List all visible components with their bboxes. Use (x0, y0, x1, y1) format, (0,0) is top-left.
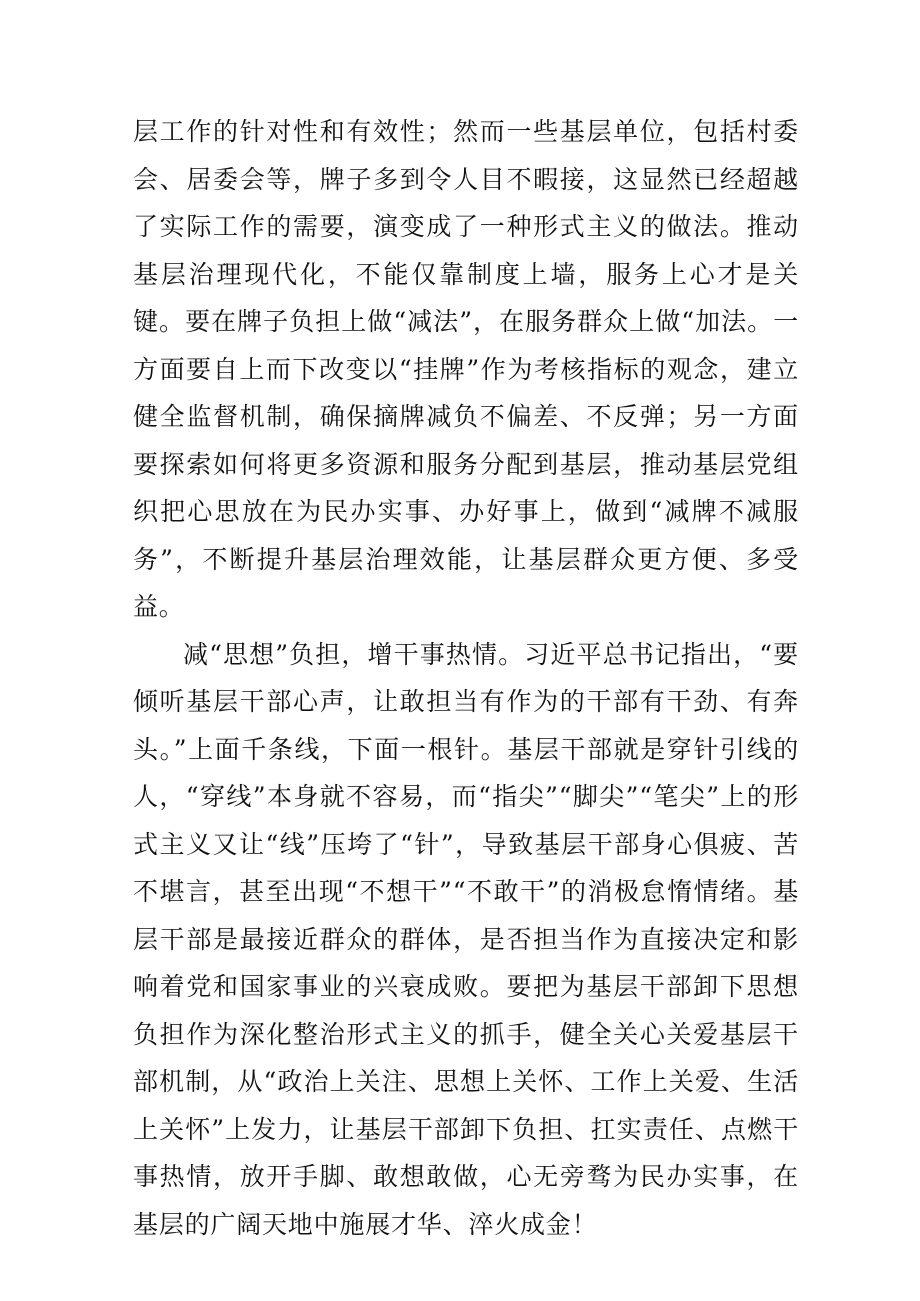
document-body (133, 108, 799, 1248)
paragraph-continuation: 层工作的针对性和有效性；然而一些基层单位，包括村委会、居委会等，牌子多到令人目不暇接，这显然已经超越了实际工作的需要，演变成了一种形式主义的做法。推动基层治理现代化，不能仅靠制度上墙，服务上心才是关键。要在牌子负担上做“减法”，在服务群众上做“加法。一方面要自上而下改变以“挂牌”作为考核指标的观念，建立健全监督机制，确保摘牌减负不偏差、不反弹；另一方面要探索如何将更多资源和服务分配到基层，推动基层党组织把心思放在为民办实事、办好事上，做到“减牌不减服务”，不断提升基层治理效能，让基层群众更方便、多受益。 (133, 117, 799, 621)
paragraph-thought-burden: 减“思想”负担，增干事热情。习近平总书记指出，“要倾听基层干部心声，让敢担当有作为的干部有干劲、有奔头。”上面千条线，下面一根针。基层干部就是穿针引线的人，“穿线”本身就不容易，而“指尖”“脚尖”“笔尖”上的形式主义又让“线”压垮了“针”，导致基层干部身心俱疲、苦不堪言，甚至出现“不想干”“不敢干”的消极怠惰情绪。基层干部是最接近群众的群体，是否担当作为直接决定和影响着党和国家事业的兴衰成败。要把为基层干部卸下思想负担作为深化整治形式主义的抓手，健全关心关爱基层干部机制，从“政治上关注、思想上关怀、工作上关爱、生活上关怀”上发力，让基层干部卸下负担、扛实责任、点燃干事热情，放开手脚、敢想敢做，心无旁骛为民办实事，在基层的广阔天地中施展才华、淬火成金！ (133, 639, 799, 1239)
